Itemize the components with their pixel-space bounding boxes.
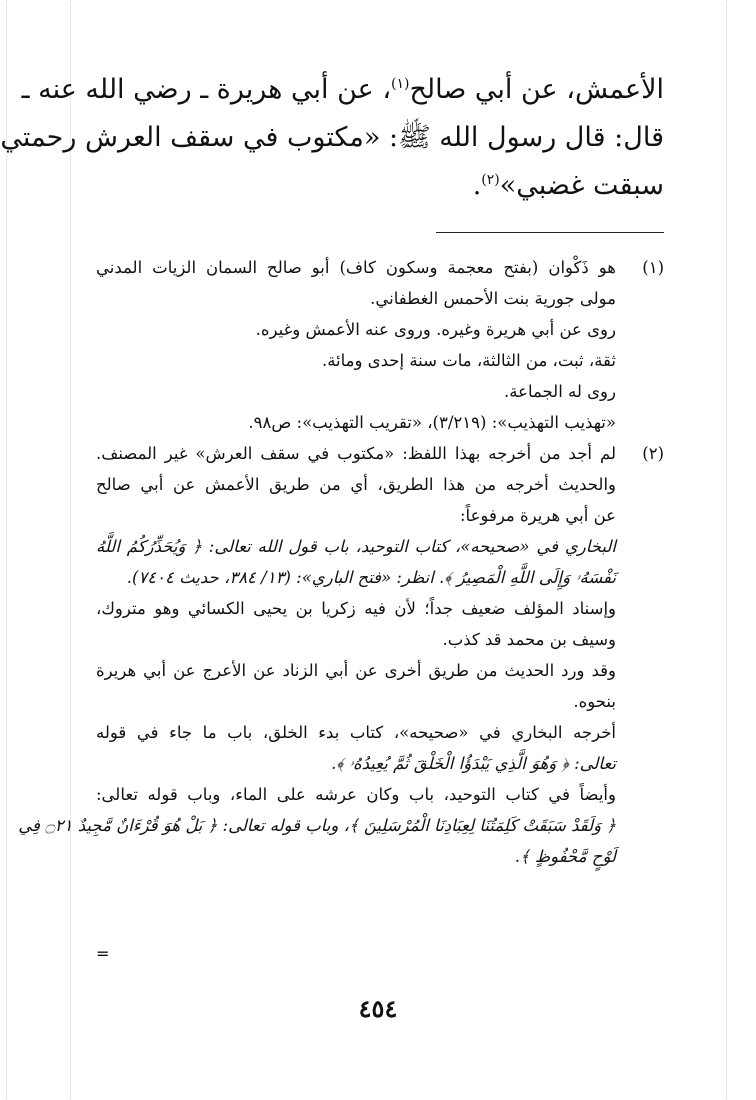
scan-guide-line — [70, 0, 71, 1100]
continuation-mark: = — [96, 944, 110, 963]
footnote-number: (١) — [642, 258, 664, 277]
footnote-1 — [96, 252, 664, 438]
footnote-line-quran: البخاري في «صحيحه»، كتاب التوحيد، باب قول الله تعالى: ﴿ وَيُحَذِّرُكُمُ اللَّهُ — [96, 537, 616, 556]
footnote-ref-2[interactable]: (٢) — [481, 172, 500, 188]
footnote-line: لم أجد من أخرجه بهذا اللفظ: «مكتوب في سقف العرش» غير المصنف. — [96, 444, 616, 463]
footnote-line: روى له الجماعة. — [504, 382, 616, 401]
footnote-line: وأيضاً في كتاب التوحيد، باب وكان عرشه على الماء، وباب قوله تعالى: — [96, 785, 616, 804]
footnote-separator — [436, 232, 664, 233]
footnote-line: روى عن أبي هريرة وغيره. وروى عنه الأعمش وغيره. — [255, 320, 616, 339]
footnote-line-quran: ﴿ وَلَقَدْ سَبَقَتْ كَلِمَتُنَا لِعِبَادِنَا الْمُرْسَلِينَ ﴾، وباب قوله تعالى: ﴿ بَلْ هُوَ قُرْءَانٌ مَّجِيدٌ ۝٢١ فِي — [18, 816, 616, 835]
footnote-line-quran: نَفْسَهُۥ وَإِلَى اللَّهِ الْمَصِيرُ ﴾. انظر: «فتح الباري»: (١٣/ ٣٨٤، حديث ٧٤٠٤). — [126, 568, 616, 587]
footnote-line-quran: لَوْحٍ مَّحْفُوظٍ ﴾. — [514, 847, 616, 866]
main-text-line-2: قال: قال رسول الله ﷺ: «مكتوب في سقف العرش رحمتي — [0, 122, 664, 153]
footnote-line: عن أبي هريرة مرفوعاً: — [459, 506, 616, 525]
footnote-line: أخرجه البخاري في «صحيحه»، كتاب بدء الخلق، باب ما جاء في قوله — [96, 723, 616, 742]
footnote-line: بنحوه. — [573, 692, 616, 711]
footnote-line: «تهذيب التهذيب»: (٣/٢١٩)، «تقريب التهذيب»: ص٩٨. — [248, 413, 616, 432]
footnote-line-quran: تعالى: ﴿ وَهُوَ الَّذِي يَبْدَؤُا الْخَلْقَ ثُمَّ يُعِيدُهُۥ ﴾. — [331, 754, 616, 773]
footnote-line: والحديث أخرجه من هذا الطريق، أي من طريق الأعمش عن أبي صالح — [96, 475, 616, 494]
footnotes — [18, 252, 664, 872]
footnote-line: وقد ورد الحديث من طريق أخرى عن أبي الزناد عن الأعرج عن أبي هريرة — [96, 661, 616, 680]
main-text-line-1: الأعمش، عن أبي صالح$^{(١)}$، عن أبي هريرة ـ رضي الله عنه ـ — [21, 74, 664, 105]
footnote-2 — [18, 438, 664, 872]
main-text-line-3: سبقت غضبي»$^{(٢)}$. — [472, 170, 664, 201]
footnote-number: (٢) — [642, 444, 664, 463]
footnote-line: ثقة، ثبت، من الثالثة، مات سنة إحدى ومائة. — [321, 351, 616, 370]
footnote-line: هو ذَكْوان (بفتح معجمة وسكون كاف) أبو صالح السمان الزيات المدني — [96, 258, 616, 277]
page-number: ٤٥٤ — [358, 994, 398, 1023]
scan-guide-line — [6, 0, 7, 1100]
main-text — [0, 66, 664, 210]
footnote-ref-1[interactable]: (١) — [391, 76, 410, 92]
scan-guide-line — [726, 0, 727, 1100]
footnote-line: وإسناد المؤلف ضعيف جداً؛ لأن فيه زكريا بن يحيى الكسائي وهو متروك، — [96, 599, 616, 618]
footnote-line: وسيف بن محمد قد كذب. — [442, 630, 616, 649]
footnote-line: مولى جورية بنت الأحمس الغطفاني. — [370, 289, 616, 308]
